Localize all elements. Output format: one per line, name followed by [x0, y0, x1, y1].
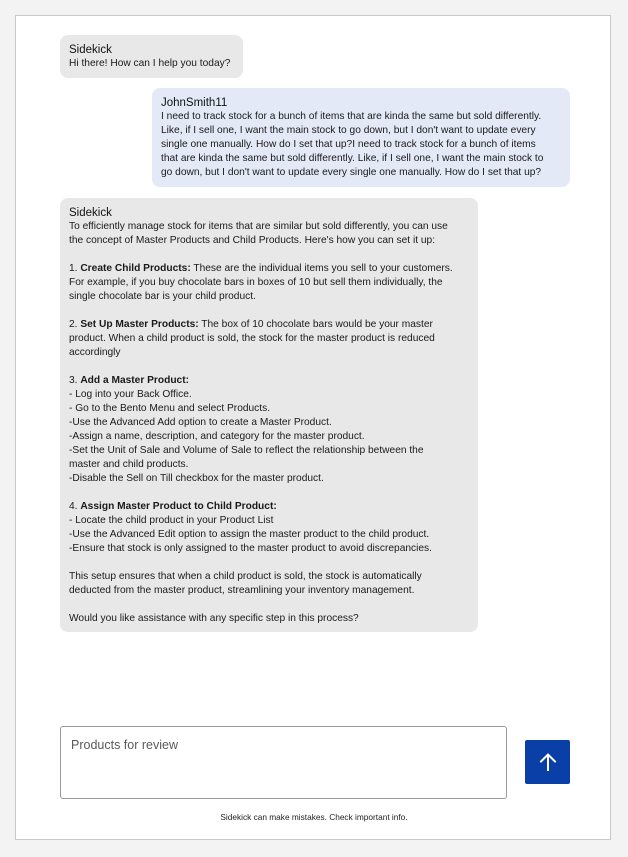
disclaimer-text: Sidekick can make mistakes. Check important info. — [220, 812, 408, 822]
message-text-line — [69, 304, 469, 318]
message-text-line: -Disable the Sell on Till checkbox for the master product. — [69, 473, 324, 484]
message-text-line — [69, 248, 469, 262]
message-text-line: -Ensure that stock is only assigned to the master product to avoid discrepancies. — [69, 543, 432, 554]
step-text: These are the individual items you sell to your customers. — [190, 263, 453, 274]
message-text-line: This setup ensures that when a child product is sold, the stock is automatically — [69, 571, 422, 582]
message-text-line — [69, 262, 469, 276]
message-text-line — [69, 500, 469, 514]
message-text-line: that are kinda the same but sold differently. Like, if I sell one, I want the main stock to — [161, 153, 544, 164]
message-text-line: master and child products. — [69, 459, 189, 470]
message-text-line: - Locate the child product in your Product List — [69, 515, 274, 526]
message-bubble-bot — [60, 35, 243, 78]
arrow-up-icon — [539, 752, 557, 772]
message-text-line — [69, 318, 469, 332]
step-heading: Create Child Products: — [80, 263, 191, 274]
message-text-line: single chocolate bar is your child product. — [69, 291, 256, 302]
message-text-line: -Use the Advanced Add option to create a Master Product. — [69, 417, 332, 428]
message-text-line — [69, 374, 469, 388]
send-button[interactable] — [525, 740, 570, 784]
message-sender: Sidekick — [69, 44, 112, 56]
step-number: 3. — [69, 375, 81, 386]
step-text: The box of 10 chocolate bars would be your master — [198, 319, 433, 330]
message-text-line: - Log into your Back Office. — [69, 389, 192, 400]
message-sender: Sidekick — [69, 207, 112, 219]
message-input[interactable] — [71, 738, 496, 787]
message-text-line: I need to track stock for a bunch of items that are kinda the same but sold differently. — [161, 111, 542, 122]
step-number: 1. — [69, 263, 81, 274]
message-text-line: single one manually. How do I set that up?I need to track stock for a bunch of items — [161, 139, 536, 150]
step-number: 2. — [69, 319, 81, 330]
message-text-line: the concept of Master Products and Child Products. Here's how you can set it up: — [69, 235, 436, 246]
message-text: Hi there! How can I help you today? — [69, 58, 231, 69]
message-text-line — [69, 556, 469, 570]
step-heading: Add a Master Product: — [80, 375, 190, 386]
message-text-line: product. When a child product is sold, the stock for the master product is reduced — [69, 333, 435, 344]
message-text-line: accordingly — [69, 347, 121, 358]
message-text-line: deducted from the master product, streamlining your inventory management. — [69, 585, 415, 596]
message-text-line: Like, if I sell one, I want the main stock to go down, but I don't want to update every — [161, 125, 536, 136]
message-text-line — [69, 486, 469, 500]
message-bubble-bot — [60, 198, 478, 632]
message-input-container[interactable] — [60, 726, 507, 799]
message-body — [69, 220, 469, 626]
message-text-line: - Go to the Bento Menu and select Products. — [69, 403, 271, 414]
step-heading: Assign Master Product to Child Product: — [80, 501, 277, 512]
message-text-line — [69, 598, 469, 612]
message-text-line — [69, 360, 469, 374]
message-text-line: To efficiently manage stock for items that are similar but sold differently, you can use — [69, 221, 448, 232]
message-text-line: -Set the Unit of Sale and Volume of Sale to reflect the relationship between the — [69, 445, 424, 456]
message-text-line: -Assign a name, description, and category for the master product. — [69, 431, 365, 442]
message-bubble-user — [152, 88, 570, 187]
message-text-line: -Use the Advanced Edit option to assign the master product to the child product. — [69, 529, 430, 540]
message-text-line: Would you like assistance with any specific step in this process? — [69, 613, 359, 624]
message-text-line: For example, if you buy chocolate bars in boxes of 10 but sell them individually, the — [69, 277, 443, 288]
message-sender: JohnSmith11 — [161, 97, 228, 109]
message-text-line: go down, but I don't want to update every single one manually. How do I set that up? — [161, 167, 542, 178]
chat-window — [15, 15, 611, 840]
step-number: 4. — [69, 501, 81, 512]
step-heading: Set Up Master Products: — [80, 319, 199, 330]
